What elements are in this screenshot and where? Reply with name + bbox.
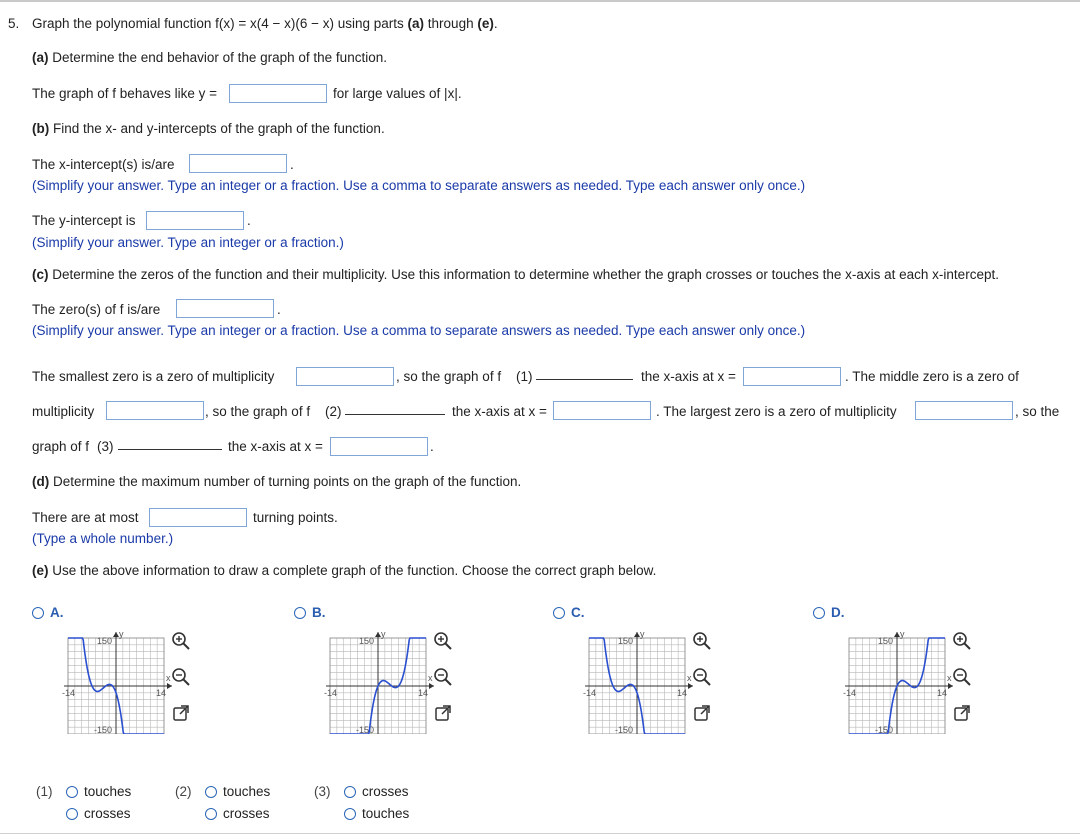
x-intercept-input[interactable] xyxy=(189,154,287,173)
dropdown-1-option-crosses[interactable] xyxy=(66,805,131,823)
x-min-label: -14 xyxy=(843,688,857,698)
graph-thumbnail[interactable] xyxy=(54,630,174,734)
option-label: touches xyxy=(84,784,132,799)
option-label: crosses xyxy=(223,806,270,821)
middle-zero-x-input[interactable] xyxy=(553,401,651,420)
part-d-heading xyxy=(32,473,521,491)
part-c-heading xyxy=(32,266,999,284)
x-intercept-label: The x-intercept(s) is/are xyxy=(32,157,175,172)
question-number: 5. xyxy=(8,16,20,31)
y-axis-label: y xyxy=(640,630,645,639)
graph-of-f-text-2: , so the graph of f xyxy=(205,404,311,419)
y-axis-label: y xyxy=(900,630,905,639)
option-label: touches xyxy=(362,806,410,821)
largest-zero-text: . The largest zero is a zero of multiplicity xyxy=(656,404,897,419)
part-e-heading xyxy=(32,562,656,580)
y-max-label: 150 xyxy=(358,636,374,646)
question-prompt xyxy=(32,15,498,33)
radio-icon[interactable] xyxy=(205,808,217,820)
y-intercept-input[interactable] xyxy=(146,211,244,230)
graph-of-f-text-3: graph of f xyxy=(32,439,90,454)
y-min-label: -150 xyxy=(93,725,112,734)
middle-zero-text: . The middle zero is a zero of xyxy=(845,369,1019,384)
option-label-d[interactable] xyxy=(813,604,845,622)
y-intercept-label: The y-intercept is xyxy=(32,213,136,228)
popout-icon[interactable] xyxy=(691,702,713,724)
radio-icon[interactable] xyxy=(205,786,217,798)
zoom-in-icon[interactable] xyxy=(432,630,454,652)
prompt-text: Graph the polynomial function f(x) = x(4 − x)(6 − x) using parts xyxy=(32,16,408,31)
option-label: crosses xyxy=(84,806,131,821)
option-letter: C. xyxy=(571,605,585,620)
popout-arrow xyxy=(442,706,450,714)
blank-3-label: (3) xyxy=(97,439,114,454)
handle xyxy=(184,644,190,650)
y-min-label: -150 xyxy=(614,725,633,734)
x-axis-label: x xyxy=(166,673,171,683)
graph-thumbnail[interactable] xyxy=(316,630,436,734)
x-min-label: -14 xyxy=(583,688,597,698)
radio-icon[interactable] xyxy=(344,786,356,798)
smallest-zero-text: The smallest zero is a zero of multiplicity xyxy=(32,369,275,384)
popout-arrow xyxy=(701,706,709,714)
prompt-part-e: (e) xyxy=(477,16,494,31)
top-divider xyxy=(0,0,1080,2)
bottom-divider xyxy=(0,833,1080,834)
graph-thumbnail[interactable] xyxy=(575,630,695,734)
option-letter: A. xyxy=(50,605,64,620)
part-e-text: Use the above information to draw a complete graph of the function. Choose the correct graph below. xyxy=(48,563,657,578)
part-a-suffix: for large values of |x|. xyxy=(333,86,462,101)
part-b-text: Find the x- and y-intercepts of the graph of the function. xyxy=(49,121,385,136)
graph-option-c[interactable] xyxy=(553,604,753,754)
prompt-part-a: (a) xyxy=(407,16,425,31)
x-axis-label: x xyxy=(428,673,433,683)
radio-icon[interactable] xyxy=(32,607,44,619)
blank-1-line[interactable] xyxy=(536,379,633,380)
option-letter: B. xyxy=(312,605,326,620)
turning-points-hint: (Type a whole number.) xyxy=(32,531,174,546)
prompt-period: . xyxy=(493,16,498,31)
graph-thumbnail[interactable] xyxy=(835,630,955,734)
x-axis-text-3: the x-axis at x = xyxy=(228,439,323,454)
prompt-text-mid: through xyxy=(424,16,478,31)
y-min-label: -150 xyxy=(355,725,374,734)
x-axis-label: x xyxy=(687,673,692,683)
dropdown-2-option-crosses[interactable] xyxy=(205,805,270,823)
dropdown-1-label: (1) xyxy=(36,784,53,799)
x-intercept-hint: (Simplify your answer. Type an integer or a fraction. Use a comma to separate answers as needed. Type each answer only once.) xyxy=(32,178,806,193)
option-label: crosses xyxy=(362,784,409,799)
option-label-a[interactable] xyxy=(32,604,64,622)
zeros-period: . xyxy=(277,302,281,317)
graph-option-b[interactable] xyxy=(294,604,494,754)
multiplicity-text: multiplicity xyxy=(32,404,95,419)
dropdown-3-option-touches[interactable] xyxy=(344,805,409,823)
zoom-out-icon[interactable] xyxy=(170,666,192,688)
zeros-input[interactable] xyxy=(176,299,274,318)
part-a-heading xyxy=(32,49,387,67)
smallest-zero-x-input[interactable] xyxy=(743,367,841,386)
turning-points-suffix: turning points. xyxy=(253,510,338,525)
largest-multiplicity-input[interactable] xyxy=(915,401,1013,420)
zeros-label: The zero(s) of f is/are xyxy=(32,302,161,317)
radio-icon[interactable] xyxy=(66,808,78,820)
y-max-label: 150 xyxy=(617,636,633,646)
y-axis-label: y xyxy=(119,630,124,639)
x-axis-text-2: the x-axis at x = xyxy=(452,404,547,419)
y-intercept-period: . xyxy=(247,213,251,228)
y-axis-label: y xyxy=(381,630,386,639)
zoom-in-icon[interactable] xyxy=(691,630,713,652)
x-max-label: 14 xyxy=(937,688,948,698)
popout-icon[interactable] xyxy=(432,702,454,724)
blank-1-label: (1) xyxy=(516,369,533,384)
zoom-in-icon[interactable] xyxy=(951,630,973,652)
turning-points-prefix: There are at most xyxy=(32,510,139,525)
zoom-in-icon[interactable] xyxy=(170,630,192,652)
x-max-label: 14 xyxy=(156,688,167,698)
blank-3-line[interactable] xyxy=(118,449,222,450)
y-max-label: 150 xyxy=(96,636,112,646)
part-a-prefix: The graph of f behaves like y = xyxy=(32,86,217,101)
zeros-hint: (Simplify your answer. Type an integer or a fraction. Use a comma to separate answers as needed. Type each answer only once.) xyxy=(32,323,806,338)
end-behavior-input[interactable] xyxy=(229,84,327,103)
dropdown-1-option-touches[interactable] xyxy=(66,783,131,801)
dropdown-3-option-crosses[interactable] xyxy=(344,783,409,801)
popout-icon[interactable] xyxy=(170,702,192,724)
so-the-text: , so the xyxy=(1015,404,1060,419)
part-c-text: Determine the zeros of the function and their multiplicity. Use this information to determine whether the graph crosses or touches the x-axis at each x-intercept. xyxy=(48,267,999,282)
middle-multiplicity-input[interactable] xyxy=(106,401,204,420)
option-label-c[interactable] xyxy=(553,604,585,622)
part-d-label: (d) xyxy=(32,474,50,489)
handle xyxy=(446,644,452,650)
row3-period: . xyxy=(430,439,434,454)
x-intercept-period: . xyxy=(290,157,294,172)
handle xyxy=(446,680,452,686)
handle xyxy=(965,680,971,686)
radio-icon[interactable] xyxy=(344,808,356,820)
smallest-multiplicity-input[interactable] xyxy=(296,367,394,386)
radio-icon[interactable] xyxy=(553,607,565,619)
part-b-heading xyxy=(32,120,385,138)
popout-icon[interactable] xyxy=(951,702,973,724)
y-max-label: 150 xyxy=(877,636,893,646)
zoom-out-icon[interactable] xyxy=(432,666,454,688)
turning-points-input[interactable] xyxy=(149,508,247,527)
zoom-out-icon[interactable] xyxy=(951,666,973,688)
graph-option-d[interactable] xyxy=(813,604,1013,754)
blank-2-label: (2) xyxy=(325,404,342,419)
part-d-text: Determine the maximum number of turning points on the graph of the function. xyxy=(49,474,522,489)
radio-icon[interactable] xyxy=(294,607,306,619)
dropdown-3-label: (3) xyxy=(314,784,331,799)
popout-arrow xyxy=(961,706,969,714)
part-b-label: (b) xyxy=(32,121,50,136)
graph-option-a[interactable] xyxy=(32,604,232,754)
handle xyxy=(705,644,711,650)
radio-icon[interactable] xyxy=(813,607,825,619)
x-max-label: 14 xyxy=(418,688,429,698)
blank-2-line[interactable] xyxy=(345,414,445,415)
x-max-label: 14 xyxy=(677,688,688,698)
zoom-out-icon[interactable] xyxy=(691,666,713,688)
graph-of-f-text-1: , so the graph of f xyxy=(396,369,502,384)
handle xyxy=(965,644,971,650)
y-intercept-hint: (Simplify your answer. Type an integer or a fraction.) xyxy=(32,235,344,250)
handle xyxy=(184,680,190,686)
largest-zero-x-input[interactable] xyxy=(330,437,428,456)
part-a-text: Determine the end behavior of the graph of the function. xyxy=(48,50,387,65)
dropdown-2-option-touches[interactable] xyxy=(205,783,270,801)
popout-arrow xyxy=(180,706,188,714)
x-axis-text-1: the x-axis at x = xyxy=(641,369,736,384)
x-axis-label: x xyxy=(947,673,952,683)
radio-icon[interactable] xyxy=(66,786,78,798)
option-label-b[interactable] xyxy=(294,604,326,622)
dropdown-2-label: (2) xyxy=(175,784,192,799)
handle xyxy=(705,680,711,686)
part-c-label: (c) xyxy=(32,267,49,282)
x-min-label: -14 xyxy=(324,688,338,698)
part-e-label: (e) xyxy=(32,563,49,578)
option-letter: D. xyxy=(831,605,845,620)
option-label: touches xyxy=(223,784,271,799)
part-a-label: (a) xyxy=(32,50,49,65)
y-min-label: -150 xyxy=(874,725,893,734)
x-min-label: -14 xyxy=(62,688,76,698)
